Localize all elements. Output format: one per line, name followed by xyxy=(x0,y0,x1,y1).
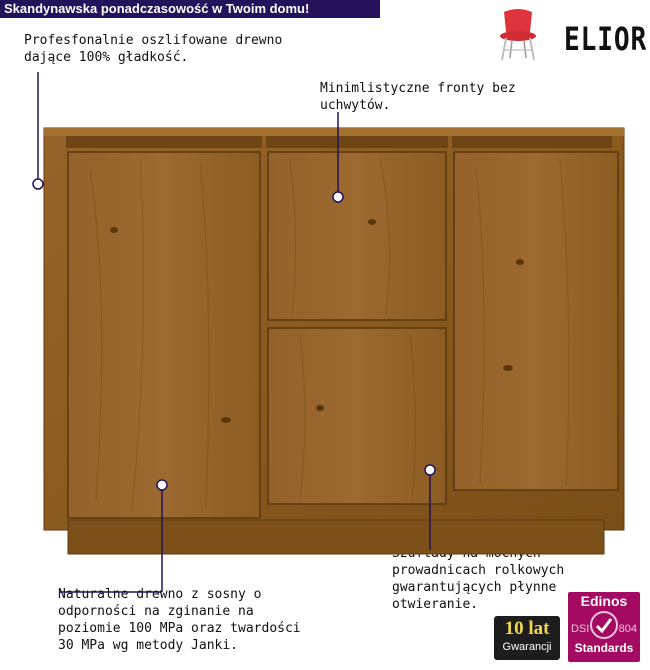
top-drawer xyxy=(268,152,446,320)
annotation-drawer-runners: prowadnicach rolkowych gwarantujących płynne otwieranie. xyxy=(392,563,565,612)
callout-marker xyxy=(33,179,43,189)
annotation-sanded-wood: Profesfonalnie oszlifowane drewno dające 100% gładkość. xyxy=(24,33,283,65)
warranty-badge xyxy=(494,616,560,660)
header-banner: Skandynawska ponadczasowość w Twoim domu! xyxy=(0,0,380,18)
callout-marker xyxy=(157,480,167,490)
edinos-name: Edinos xyxy=(580,593,628,609)
annotation-pine-wood: Naturalne drewno z sosny o odporności na zginanie na poziomie 100 MPa oraz twardości 30 MPa wg metody Janki. xyxy=(58,587,301,653)
edinos-left-code: DSI xyxy=(571,623,590,635)
right-door xyxy=(454,152,618,490)
warranty-years: 10 lat xyxy=(504,618,550,639)
edinos-badge xyxy=(568,592,640,662)
check-seal-icon xyxy=(589,610,619,640)
left-door xyxy=(68,152,260,518)
edinos-right-code: 804 xyxy=(618,623,637,635)
edinos-label: Standards xyxy=(574,641,634,655)
warranty-label: Gwarancji xyxy=(502,641,552,653)
callout-sanded-wood xyxy=(33,72,43,189)
bottom-drawer xyxy=(268,328,446,504)
callout-marker xyxy=(333,192,343,202)
callout-marker xyxy=(425,465,435,475)
annotation-handleless-fronts: Minimlistyczne fronty bez uchwytów. xyxy=(320,81,516,113)
sideboard-plinth xyxy=(68,520,604,554)
brand-name: ELIOR xyxy=(564,20,648,58)
